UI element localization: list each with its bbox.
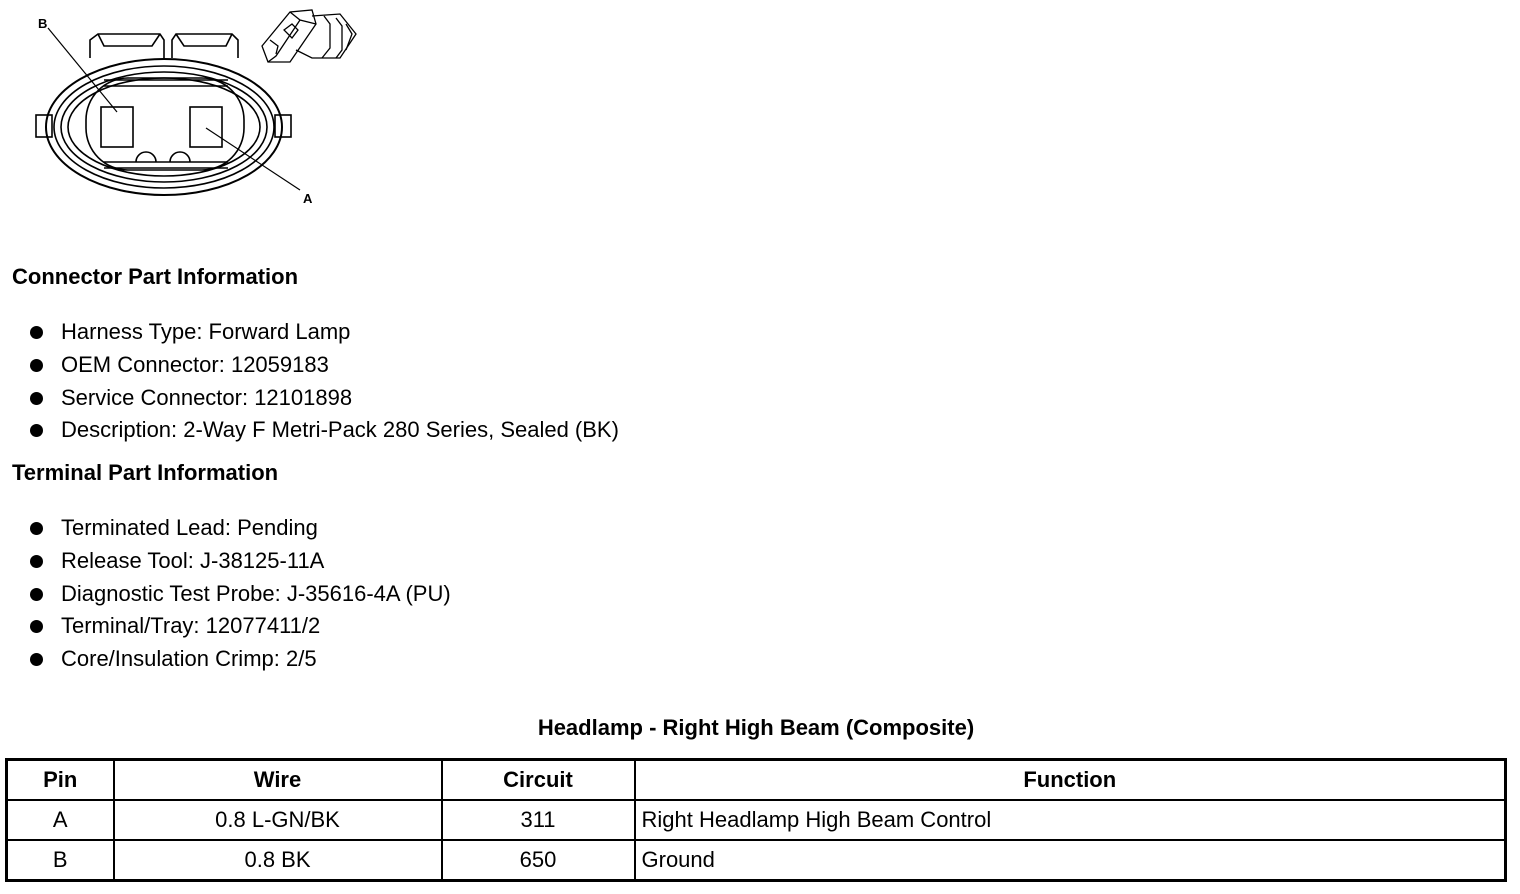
list-item-text: Diagnostic Test Probe: J-35616-4A (PU) <box>61 580 451 606</box>
table-title: Headlamp - Right High Beam (Composite) <box>537 715 975 740</box>
list-item <box>30 318 619 351</box>
pin-table <box>5 758 1507 882</box>
column-header-circuit: Circuit <box>442 760 635 801</box>
terminal-part-info-list <box>30 514 451 678</box>
list-item <box>30 580 451 613</box>
pin-a-label: A <box>303 191 313 206</box>
bullet-icon <box>30 522 43 535</box>
connector-diagram <box>0 0 380 220</box>
list-item-text: OEM Connector: 12059183 <box>61 351 329 377</box>
bullet-icon <box>30 359 43 372</box>
bullet-icon <box>30 326 43 339</box>
list-item <box>30 351 619 384</box>
bullet-icon <box>30 555 43 568</box>
list-item-text: Service Connector: 12101898 <box>61 384 353 410</box>
list-item-text: Release Tool: J-38125-11A <box>61 547 325 573</box>
cell-pin: A <box>7 800 114 840</box>
table-row <box>7 840 1506 881</box>
bullet-icon <box>30 588 43 601</box>
cell-function: Right Headlamp High Beam Control <box>635 800 1506 840</box>
list-item-text: Core/Insulation Crimp: 2/5 <box>61 646 317 672</box>
bullet-icon <box>30 424 43 437</box>
bullet-icon <box>30 620 43 633</box>
cell-wire: 0.8 L-GN/BK <box>114 800 442 840</box>
column-header-function: Function <box>635 760 1506 801</box>
column-header-pin: Pin <box>7 760 114 801</box>
list-item-text: Terminated Lead: Pending <box>61 515 318 540</box>
list-item <box>30 645 451 678</box>
pin-b-label: B <box>38 16 48 31</box>
list-item <box>30 514 451 547</box>
cell-circuit: 650 <box>442 840 635 881</box>
column-header-wire: Wire <box>114 760 442 801</box>
list-item-text: Description: 2-Way F Metri-Pack 280 Series, Sealed (BK) <box>61 417 619 443</box>
cell-circuit: 311 <box>442 800 635 840</box>
connector-part-info-list <box>30 318 619 449</box>
list-item-text: Harness Type: Forward Lamp <box>61 319 351 344</box>
table-header-row <box>7 760 1506 801</box>
cell-wire: 0.8 BK <box>114 840 442 881</box>
connector-part-info-heading: Connector Part Information <box>12 264 299 289</box>
list-item-text: Terminal/Tray: 12077411/2 <box>61 613 321 639</box>
table-row <box>7 800 1506 840</box>
cell-pin: B <box>7 840 114 881</box>
cell-function: Ground <box>635 840 1506 881</box>
list-item <box>30 416 619 449</box>
bullet-icon <box>30 653 43 666</box>
list-item <box>30 547 451 580</box>
terminal-part-info-heading: Terminal Part Information <box>12 460 279 485</box>
bullet-icon <box>30 392 43 405</box>
list-item <box>30 384 619 417</box>
list-item <box>30 612 451 645</box>
